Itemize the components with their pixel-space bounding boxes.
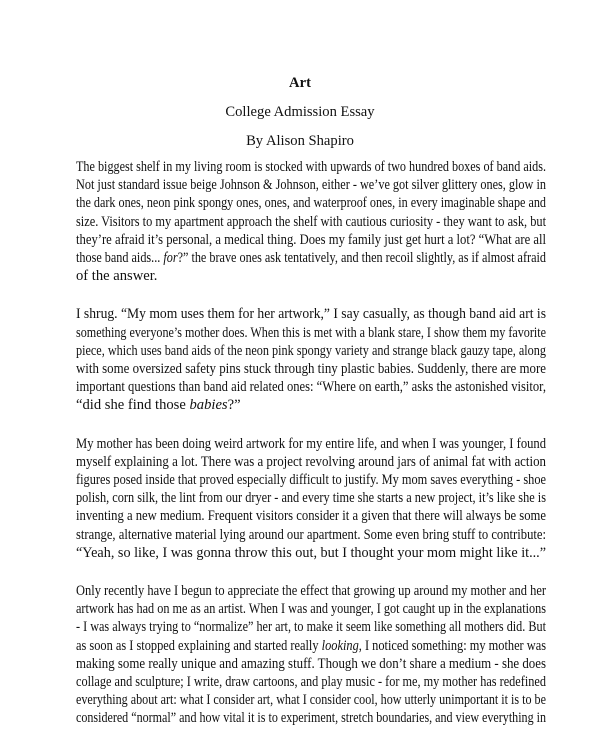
text-segment: important questions than band aid related ones: “Where on earth,” asks the astonished visitor, — [76, 379, 547, 396]
text-line — [76, 360, 546, 378]
text-line — [76, 655, 547, 673]
text-segment: ?” — [227, 397, 241, 414]
text-segment: polish, corn silk, the lint from our dryer - and every time she starts a new project, it’s like she is — [76, 490, 547, 507]
text-segment: size. Visitors to my apartment approach the shelf with cautious curiosity - they want to ask, but — [76, 213, 547, 230]
text-line — [76, 249, 546, 267]
text-segment: myself explaining a lot. There was a project revolving around jars of animal fat with action — [76, 453, 547, 470]
text-line — [76, 618, 546, 636]
text-segment: collage and sculpture; I write, draw cartoons, and play music - for me, my mother has redefined — [76, 674, 546, 691]
text-segment: everything about art: what I consider art, what I consider cool, how utterly unimportant it is to be — [76, 692, 546, 709]
text-segment: making some really unique and amazing stuff. Though we don’t share a medium - she does — [76, 655, 547, 672]
text-line — [76, 378, 547, 396]
text-segment: inventing a new medium. Frequent visitors consider it a given that there will always be some — [76, 508, 546, 525]
text-segment: as soon as I stopped explaining and started really — [76, 637, 322, 654]
text-line — [76, 231, 547, 249]
text-segment: of the answer. — [76, 268, 158, 285]
text-line — [76, 673, 546, 691]
text-line — [76, 213, 547, 231]
text-segment: figures posed inside that proved especially difficult to justify. My mom saves everything - shoe — [76, 472, 546, 489]
text-segment: artwork has had on me as an artist. When I was and younger, I got caught up in the explanations — [76, 601, 546, 618]
italic-text: babies — [189, 397, 228, 414]
text-segment: ?” the brave ones ask tentatively, and then recoil slightly, as if almost afraid — [177, 250, 546, 267]
text-line — [76, 471, 546, 489]
text-segment: piece, which uses band aids of the neon pink spongy variety and strange black gauzy tape, along — [76, 342, 546, 359]
text-line — [76, 582, 547, 600]
text-line — [76, 637, 547, 655]
text-line — [76, 324, 547, 342]
essay-paragraph — [76, 582, 546, 728]
text-segment: - I was always trying to “normalize” her art, to make it seem like something all mothers did. But — [76, 619, 546, 636]
text-segment: Only recently have I begun to appreciate the effect that growing up around my mother and her — [76, 583, 547, 600]
text-segment: considered “normal” and how vital it is to experiment, stretch boundaries, and view everything in — [76, 710, 546, 727]
essay-paragraph — [76, 435, 546, 562]
text-segment: , I noticed something: my mother was — [358, 637, 547, 654]
text-line — [76, 453, 547, 471]
text-line — [76, 507, 546, 525]
text-segment: they’re afraid it’s personal, a medical thing. Does my family just get hurt a lot? “What are all — [76, 231, 547, 248]
text-segment: with some oversized safety pins stuck through tiny plastic babies. Suddenly, there are more — [76, 361, 546, 378]
text-segment: I shrug. “My mom uses them for her artwork,” I say casually, as though band aid art is — [76, 306, 547, 323]
text-segment: strange, alternative material lying around our apartment. Some even bring stuff to contribute: — [76, 526, 546, 543]
essay-paragraph — [76, 158, 546, 285]
text-segment: those band aids... — [76, 250, 164, 267]
text-segment: something everyone’s mother does. When this is met with a blank stare, I show them my favorite — [76, 324, 547, 341]
essay-subtitle: College Admission Essay — [225, 104, 375, 120]
text-line — [76, 396, 546, 414]
essay-title: Art — [289, 75, 311, 91]
text-segment: the dark ones, neon pink spongy ones, ones, and waterproof ones, in every imaginable shape and — [76, 195, 546, 212]
italic-text: for — [163, 250, 178, 267]
text-line — [76, 194, 546, 212]
text-line — [76, 600, 546, 618]
essay-paragraph — [76, 305, 546, 414]
text-line — [76, 526, 546, 544]
text-line — [76, 435, 547, 453]
text-line — [76, 691, 546, 709]
text-segment: “did she find those — [76, 397, 190, 414]
text-line — [76, 176, 546, 194]
essay-body — [76, 158, 546, 730]
italic-text: looking — [321, 637, 359, 654]
text-segment: “Yeah, so like, I was gonna throw this out, but I thought your mom might like it...” — [76, 544, 547, 561]
text-segment: My mother has been doing weird artwork for my entire life, and when I was younger, I found — [76, 435, 547, 452]
text-segment: Not just standard issue beige Johnson & Johnson, either - we’ve got silver glittery ones, glow in — [76, 177, 546, 194]
text-line — [76, 489, 547, 507]
text-line — [76, 305, 547, 323]
text-line — [76, 709, 546, 727]
text-line — [76, 267, 546, 285]
text-line — [76, 544, 547, 562]
text-segment: The biggest shelf in my living room is stocked with upwards of two hundred boxes of band aids. — [76, 159, 546, 175]
text-line — [76, 158, 546, 176]
text-line — [76, 342, 546, 360]
essay-byline: By Alison Shapiro — [246, 133, 354, 149]
